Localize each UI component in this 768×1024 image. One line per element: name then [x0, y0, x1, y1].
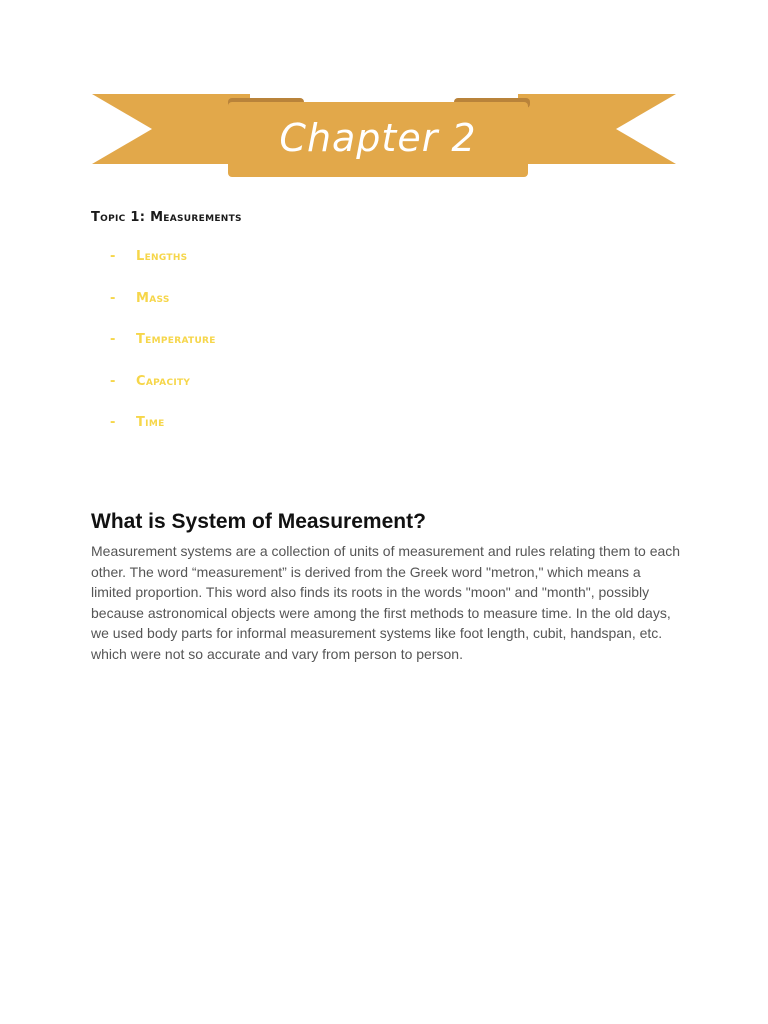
bullet-dash: - [110, 290, 116, 306]
topic-list [110, 249, 216, 457]
list-item [110, 291, 216, 333]
list-item [110, 415, 216, 457]
bullet-dash: - [110, 249, 116, 264]
topic-heading: Topic 1: Measurements [91, 210, 242, 225]
section-body: Measurement systems are a collection of units of measurement and rules relating them to each other. The word “measurement” is derived from the Greek word "metron," which means a limited proportion. This word also finds its roots in the words "moon" and "month", possibly because astronomical objects were among the first methods to measure time. In the old days, we used body parts for informal measurement systems like foot length, cubit, handspan, etc. which were not so accurate and vary from person to person. [91, 543, 681, 662]
list-item [110, 374, 216, 416]
section-heading: What is System of Measurement? [91, 510, 426, 534]
bullet-dash: - [110, 332, 116, 348]
ribbon-right-tail [518, 94, 676, 164]
list-item-label: Temperature [136, 332, 216, 348]
list-item [110, 249, 216, 291]
bullet-dash: - [110, 415, 116, 431]
list-item-label: Mass [136, 290, 170, 306]
list-item-label: Capacity [136, 373, 191, 389]
list-item [110, 332, 216, 374]
list-item-label: Time [136, 415, 165, 431]
ribbon-left-tail [92, 94, 250, 164]
bullet-dash: - [110, 373, 116, 389]
list-item-label: Lengths [136, 249, 188, 264]
chapter-title: Chapter 2 [279, 116, 477, 160]
